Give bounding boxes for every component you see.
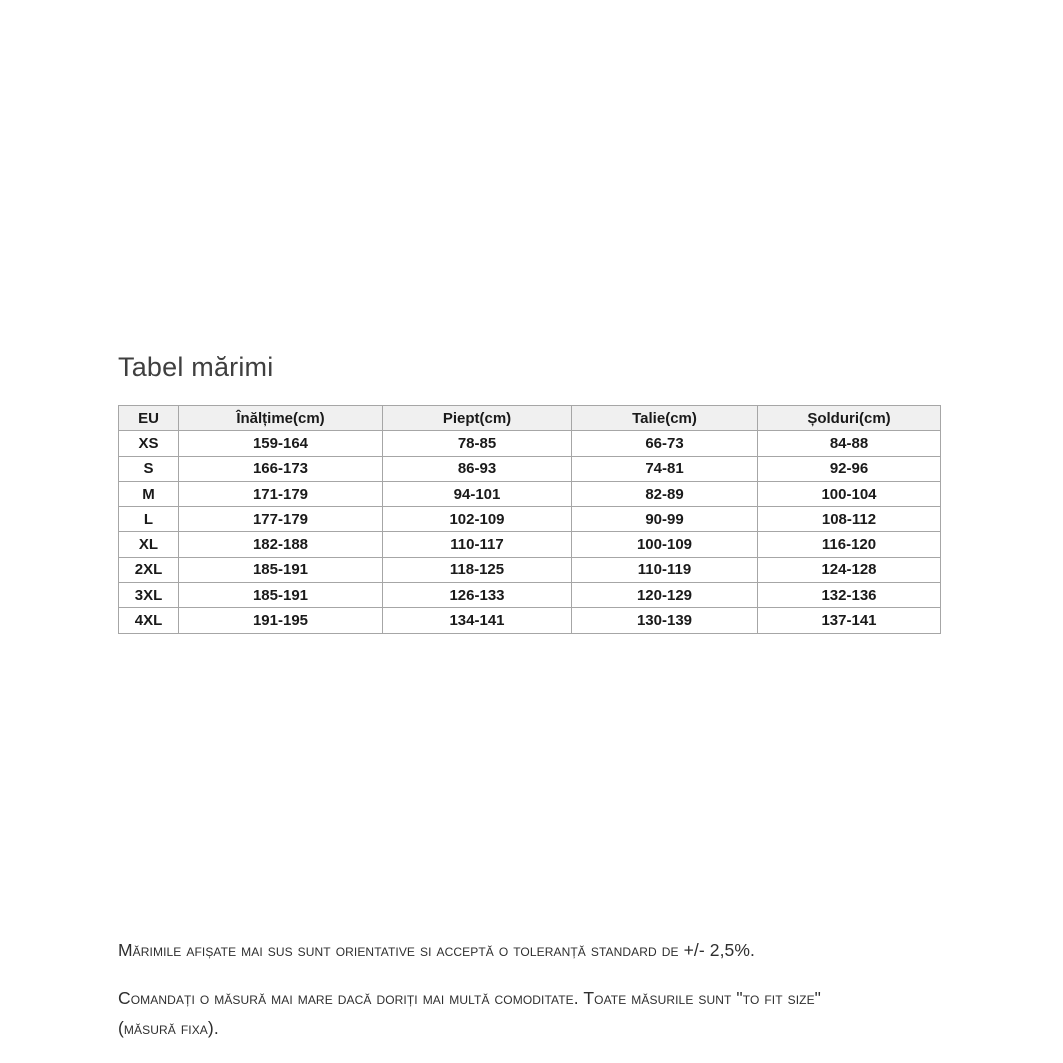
size-table-body: [119, 431, 941, 633]
table-cell: 3XL: [119, 583, 179, 608]
column-header-eu: EU: [119, 406, 179, 431]
table-cell: 130-139: [572, 608, 758, 633]
column-header-talie: Talie(cm): [572, 406, 758, 431]
note-fit-line-2: (măsură fixa).: [118, 1018, 219, 1038]
table-cell: 177-179: [179, 507, 383, 532]
table-cell: 110-119: [572, 557, 758, 582]
column-header-inaltime: Înălțime(cm): [179, 406, 383, 431]
table-cell: 124-128: [758, 557, 941, 582]
table-cell: 74-81: [572, 456, 758, 481]
table-cell: 191-195: [179, 608, 383, 633]
column-header-solduri: Șolduri(cm): [758, 406, 941, 431]
table-row: [119, 507, 941, 532]
table-header-row: [119, 406, 941, 431]
table-cell: 134-141: [383, 608, 572, 633]
table-cell: L: [119, 507, 179, 532]
column-header-piept: Piept(cm): [383, 406, 572, 431]
table-cell: 94-101: [383, 481, 572, 506]
table-cell: 4XL: [119, 608, 179, 633]
table-row: [119, 583, 941, 608]
note-fit-line-1: Comandați o măsură mai mare dacă doriți mai multă comoditate. Toate măsurile sunt "to fit size": [118, 988, 821, 1008]
table-cell: 78-85: [383, 431, 572, 456]
table-cell: 159-164: [179, 431, 383, 456]
table-cell: 132-136: [758, 583, 941, 608]
table-cell: 118-125: [383, 557, 572, 582]
table-row: [119, 532, 941, 557]
table-row: [119, 608, 941, 633]
table-cell: 84-88: [758, 431, 941, 456]
table-cell: 116-120: [758, 532, 941, 557]
table-cell: 100-109: [572, 532, 758, 557]
table-cell: 92-96: [758, 456, 941, 481]
size-table: [118, 405, 941, 634]
table-cell: 137-141: [758, 608, 941, 633]
table-cell: 120-129: [572, 583, 758, 608]
table-cell: M: [119, 481, 179, 506]
table-row: [119, 481, 941, 506]
table-cell: 185-191: [179, 583, 383, 608]
table-cell: 166-173: [179, 456, 383, 481]
table-row: [119, 456, 941, 481]
table-cell: XS: [119, 431, 179, 456]
table-row: [119, 431, 941, 456]
table-cell: 90-99: [572, 507, 758, 532]
table-cell: 185-191: [179, 557, 383, 582]
table-cell: 110-117: [383, 532, 572, 557]
size-table-header: [119, 406, 941, 431]
table-cell: S: [119, 456, 179, 481]
table-cell: 100-104: [758, 481, 941, 506]
table-cell: XL: [119, 532, 179, 557]
table-cell: 86-93: [383, 456, 572, 481]
table-row: [119, 557, 941, 582]
table-cell: 102-109: [383, 507, 572, 532]
note-fit: [118, 983, 948, 1043]
table-cell: 82-89: [572, 481, 758, 506]
table-cell: 182-188: [179, 532, 383, 557]
table-cell: 108-112: [758, 507, 941, 532]
table-cell: 2XL: [119, 557, 179, 582]
table-cell: 126-133: [383, 583, 572, 608]
table-cell: 171-179: [179, 481, 383, 506]
table-cell: 66-73: [572, 431, 758, 456]
note-tolerance: Mărimile afișate mai sus sunt orientative si acceptă o toleranță standard de +/- 2,5%.: [118, 940, 756, 960]
page-title: Tabel mărimi: [118, 352, 274, 382]
